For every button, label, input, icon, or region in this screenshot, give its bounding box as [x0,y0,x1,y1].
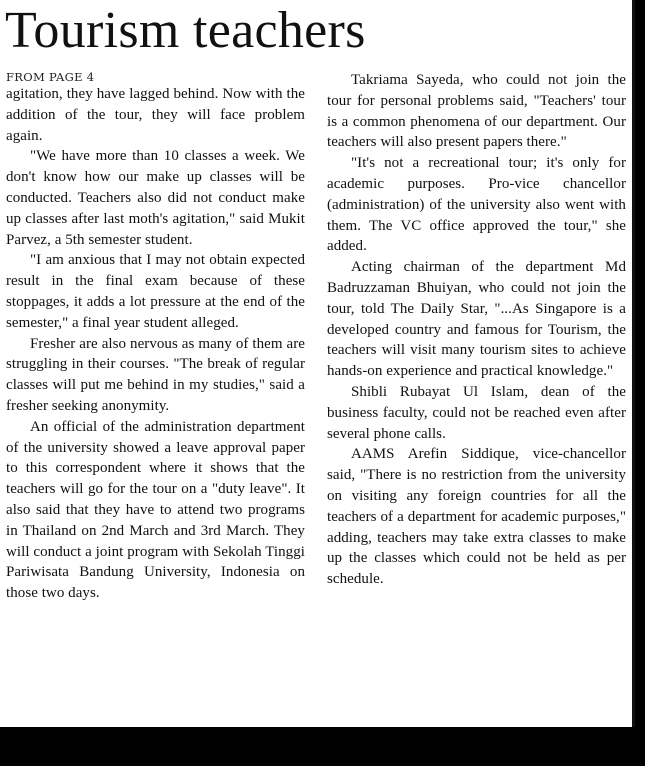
article-column-right [327,70,626,590]
paragraph: "I am anxious that I may not obtain expected result in the final exam because of these stoppages, it adds a lot pressure at the end of the semester," a final year student alleged. [6,252,305,331]
clipping-border [632,0,635,727]
paragraph: "We have more than 10 classes a week. We don't know how our make up classes will be conducted. Teachers also did not conduct make up classes after last moth's agitation," said Mukit Parvez, a 5th semester student. [6,148,305,248]
continuation-label: FROM PAGE 4 [6,70,95,84]
paragraph: Fresher are also nervous as many of them are struggling in their courses. "The break of regular classes will put me behind in my studies," said a fresher seeking anonymity. [6,335,305,414]
paragraph: Takriama Sayeda, who could not join the tour for personal problems said, "Teachers' tour is a common phenomena of our department. Our teachers will also present papers there." [327,72,626,151]
paragraph: AAMS Arefin Siddique, vice-chancellor said, "There is no restriction from the university on visiting any foreign countries for all the teachers of a department for academic purposes," adding, teachers may take extra classes to make up the classes which could not be held as per schedule. [327,446,626,588]
paragraph: Acting chairman of the department Md Badruzzaman Bhuiyan, who could not join the tour, told The Daily Star, "...As Singapore is a developed country and famous for Tourism, the teachers will visit many tourism sites to achieve hands-on experience and practical knowledge." [327,259,626,380]
paragraph: An official of the administration department of the university showed a leave approval paper to this correspondent where it shows that the teachers will go for the tour on a "duty leave". It also said that they have to attend two programs in Thailand on 2nd March and 3rd March. They will conduct a joint program with Sekolah Tinggi Pariwisata Bandung University, Indonesia on those two days. [6,418,305,602]
article-column-left [6,70,305,604]
paragraph: "It's not a recreational tour; it's only for academic purposes. Pro-vice chancellor (administration) of the university also went with them. The VC office approved the tour," she added. [327,155,626,255]
paragraph: agitation, they have lagged behind. Now with the addition of the tour, they will face problem again. [6,86,305,144]
headline: Tourism teachers [5,2,366,59]
paragraph: Shibli Rubayat Ul Islam, dean of the business faculty, could not be reached even after several phone calls. [327,383,626,442]
